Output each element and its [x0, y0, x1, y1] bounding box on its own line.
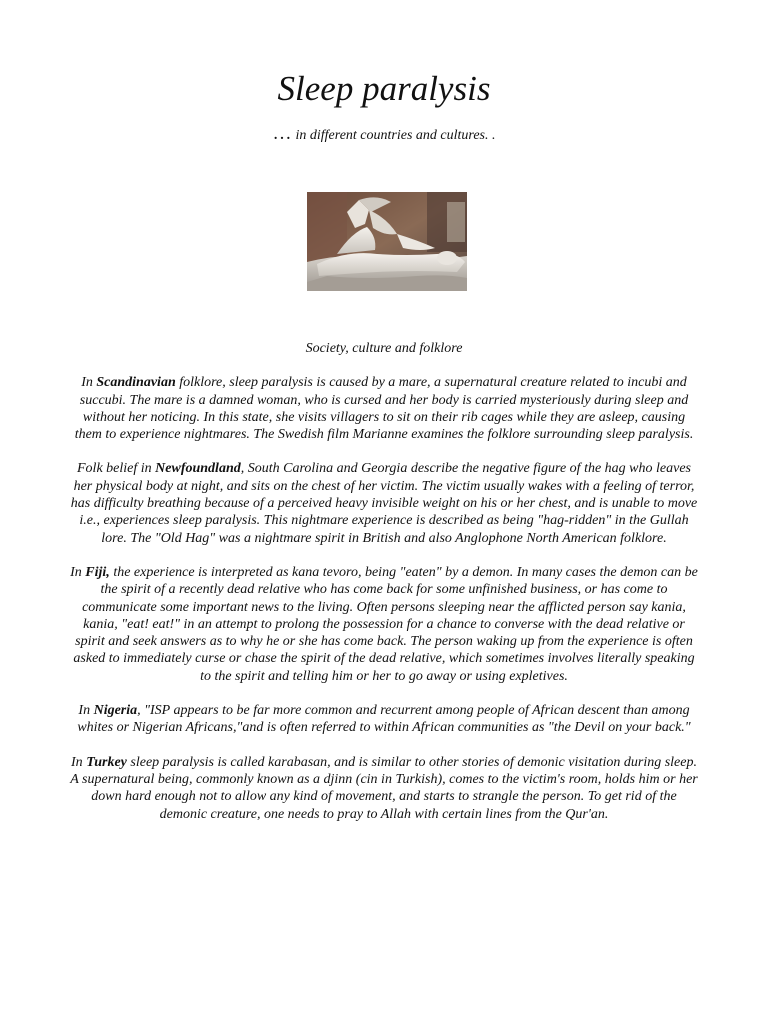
paragraph-newfoundland	[68, 460, 700, 546]
paragraph-lead: In	[81, 375, 93, 391]
paragraph-keyword: Scandinavian	[96, 375, 176, 391]
paragraph-fiji	[68, 564, 700, 685]
subtitle-ellipsis: …	[272, 123, 293, 144]
section-heading: Society, culture and folklore	[305, 341, 463, 356]
document-title: Sleep paralysis	[277, 69, 491, 108]
paragraph-keyword: Fiji,	[85, 564, 110, 580]
document-body	[68, 340, 700, 840]
paragraph-lead: In	[71, 754, 83, 770]
document-subtitle	[0, 124, 768, 146]
paragraph-text: folklore, sleep paralysis is caused by a mare, a supernatural creature related to incubi and succubi. The mare is a damned woman, who is cursed and her body is carried mysteriously during sleep and without her noticing. In this state, she visits villagers to sit on their rib cages while they are asleep, causing them to experience nightmares. The Swedish film Marianne examines the folklore surrounding sleep paralysis.	[74, 375, 694, 443]
paragraph-scandinavia	[68, 374, 700, 443]
paragraph-text: the experience is interpreted as kana tevoro, being "eaten" by a demon. In many cases the demon can be the spirit of a recently dead relative who has come back for some unfinished business, or has come to communicate some important news to the living. Often persons sleeping near the afflicted person say kania, kania, "eat! eat!" in an attempt to prolong the possession for a chance to converse with the dead relative or spirit and seek answers as to why he or she has come back. The person waking up from the experience is often asked to immediately curse or chase the spirit of the dead relative, which sometimes involves literally speaking to the spirit and telling him or her to go away or using expletives.	[73, 564, 698, 684]
paragraph-text: sleep paralysis is called karabasan, and is similar to other stories of demonic visitation during sleep. A supernatural being, commonly known as a djinn (cin in Turkish), comes to the victim's room, holds him or her down hard enough not to allow any kind of movement, and starts to strangle the person. To get rid of the demonic creature, one needs to pray to Allah with certain lines from the Qur'an.	[70, 754, 698, 822]
sculpture-photo	[307, 192, 467, 291]
paragraph-text: , South Carolina and Georgia describe the negative figure of the hag who leaves her physical body at night, and sits on the chest of her victim. The victim usually wakes with a feeling of terror, has difficulty breathing because of a perceived heavy invisible weight on his or her chest, and is unable to move i.e., experiences sleep paralysis. This nightmare experience is described as being "hag-ridden" in the Gullah lore. The "Old Hag" was a nightmare spirit in British and also Anglophone North American folklore.	[70, 461, 698, 546]
paragraph-keyword: Nigeria	[93, 703, 138, 719]
paragraph-keyword: Turkey	[86, 754, 127, 770]
paragraph-text: , "ISP appears to be far more common and recurrent among people of African descent than among whites or Nigerian Africans,"and is often referred to within African communities as "the Devil on your back."	[77, 703, 691, 736]
subtitle-text: in different countries and cultures. .	[295, 128, 496, 143]
paragraph-lead: Folk belief in	[77, 461, 152, 477]
paragraph-nigeria	[68, 702, 700, 737]
paragraph-turkey	[68, 754, 700, 823]
paragraph-lead: In	[70, 564, 82, 580]
sculpture-image-icon	[307, 192, 467, 291]
paragraph-lead: In	[78, 703, 91, 719]
paragraph-keyword: Newfoundland	[155, 461, 241, 477]
